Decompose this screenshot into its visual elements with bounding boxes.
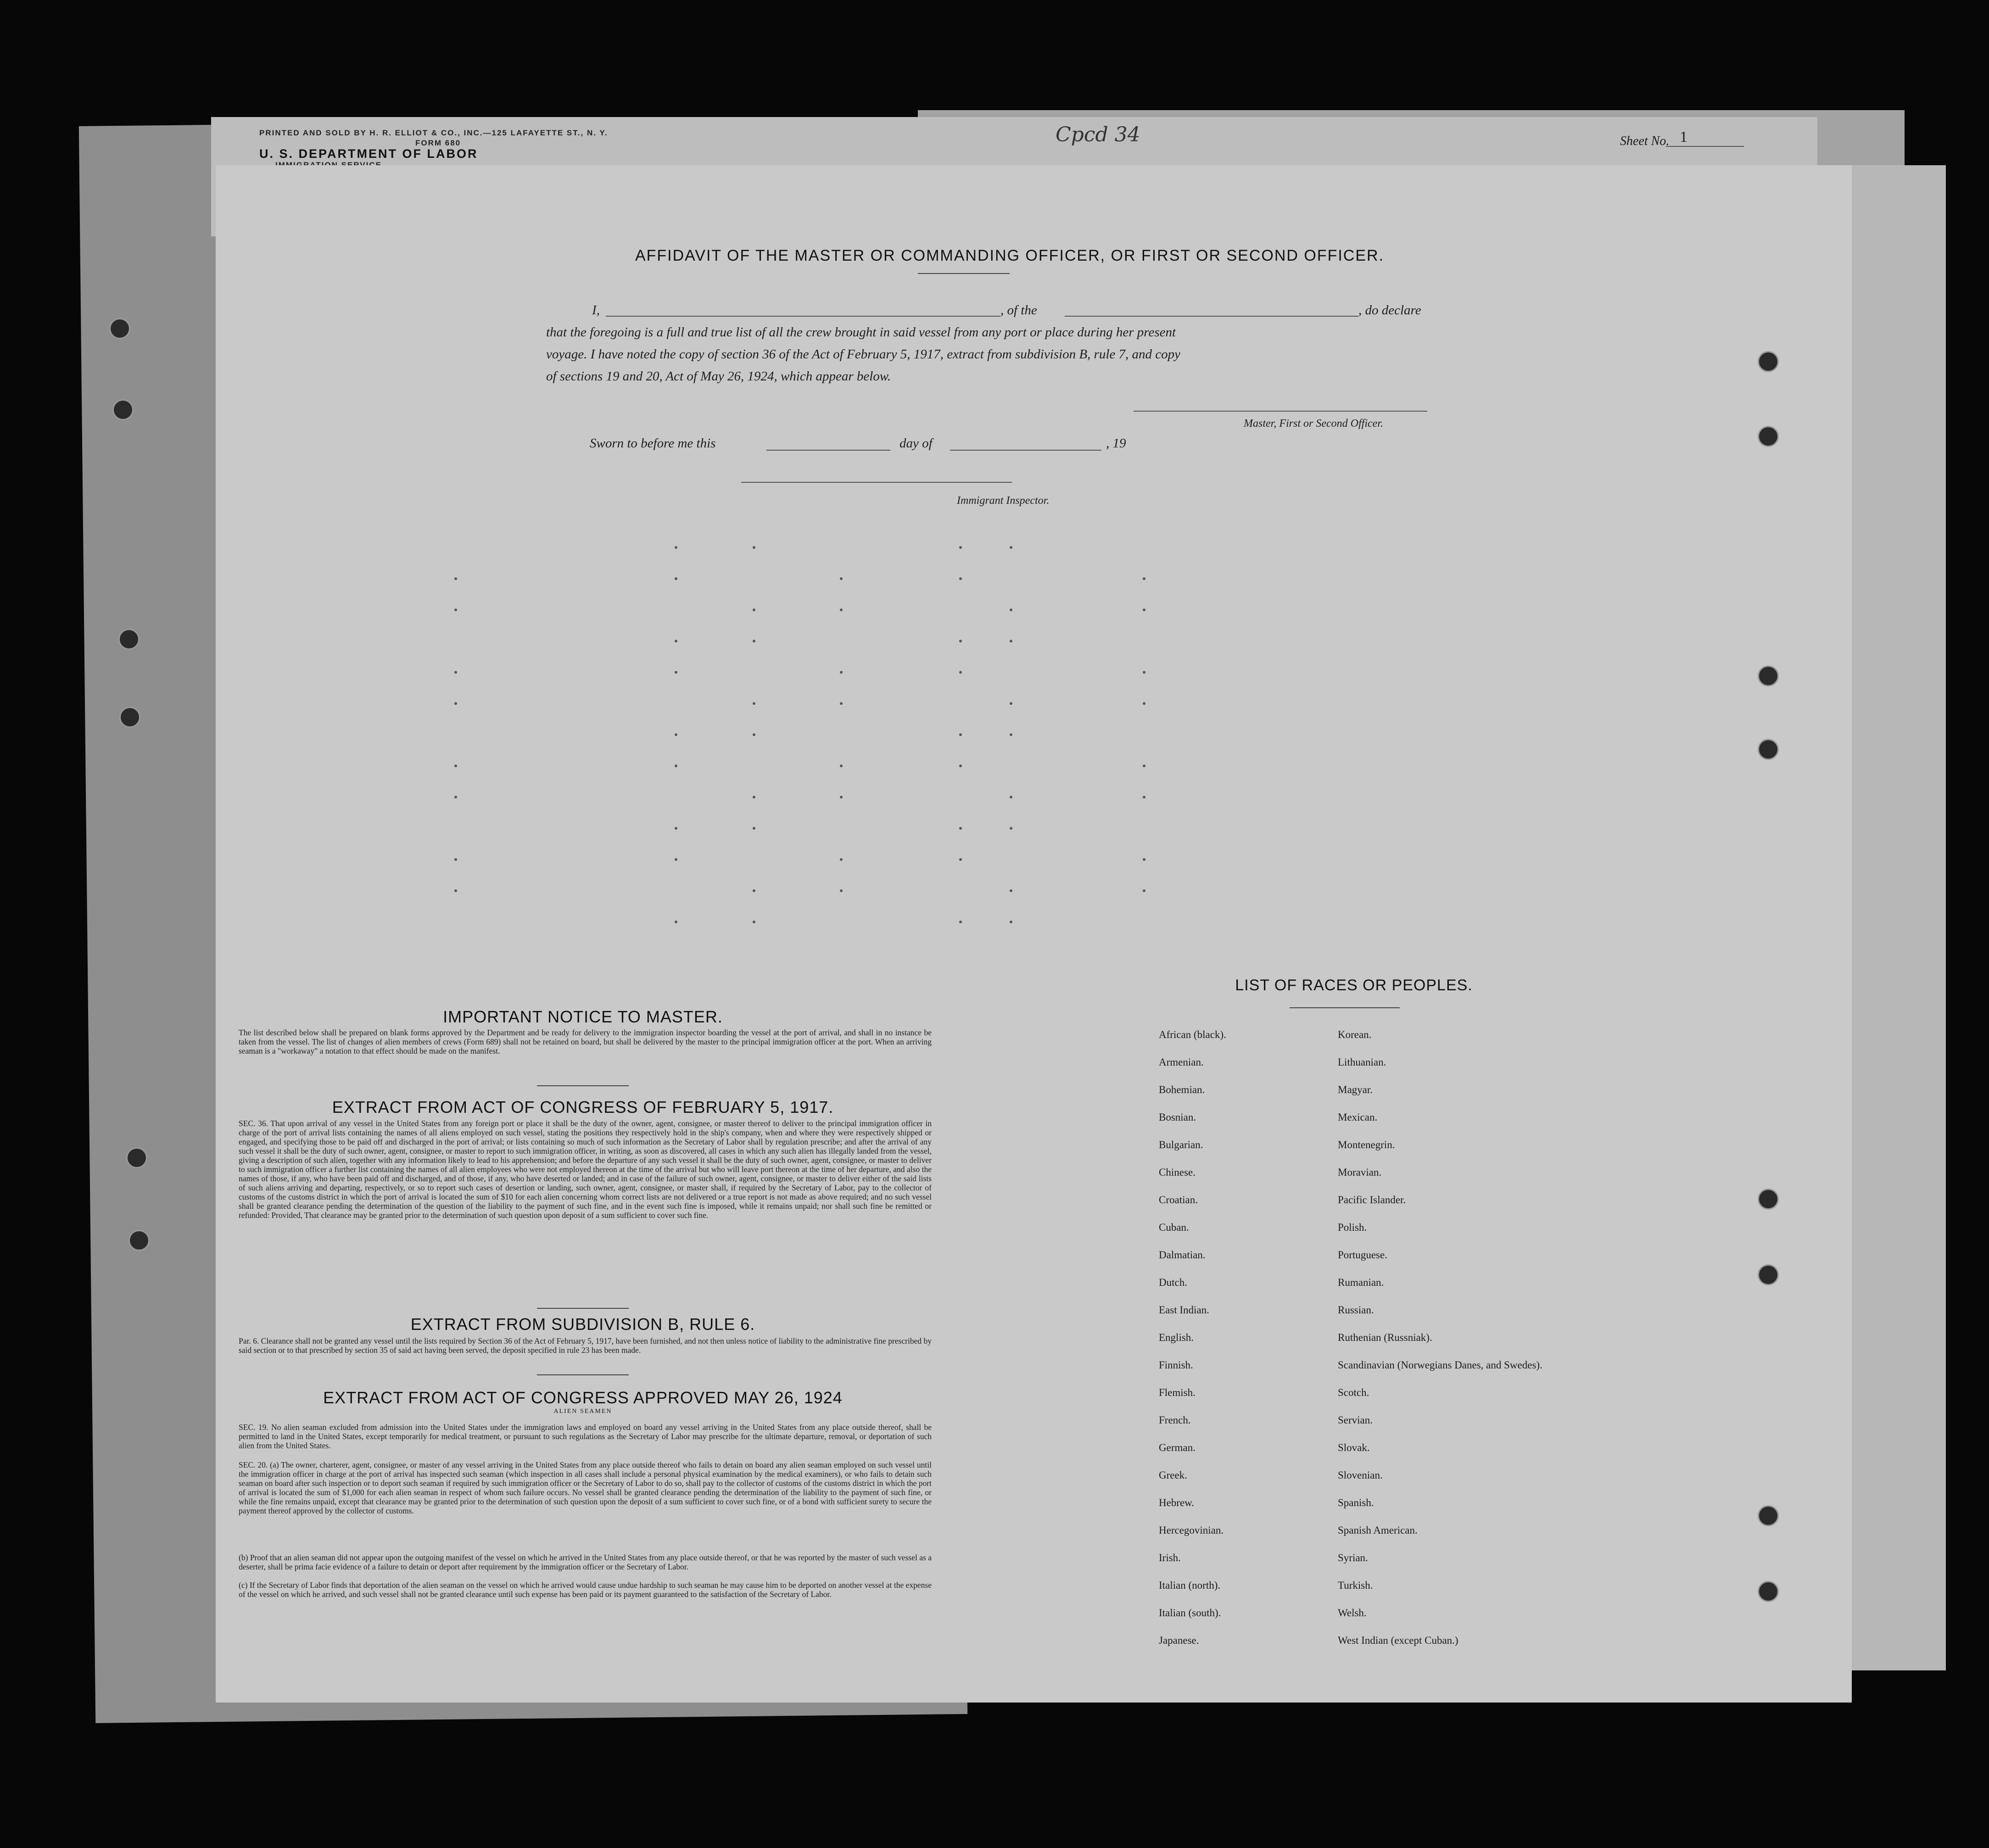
race-item: Dalmatian.	[1159, 1249, 1206, 1261]
bleed-dot	[1143, 609, 1145, 611]
printer-line: PRINTED AND SOLD BY H. R. ELLIOT & CO., INC.—125 LAFAYETTE ST., N. Y.	[259, 128, 608, 137]
sheet-number-label: Sheet No.	[1620, 134, 1670, 148]
punch-hole	[119, 707, 140, 728]
bleed-dot	[1010, 702, 1012, 705]
race-item: Scotch.	[1338, 1387, 1369, 1398]
inspector-signature-field[interactable]	[741, 482, 1012, 483]
bleed-dot	[675, 733, 677, 736]
name-field[interactable]	[606, 316, 1000, 317]
day-of-text: day of	[900, 436, 933, 451]
race-item: Armenian.	[1159, 1056, 1204, 1068]
department-title: U. S. DEPARTMENT OF LABOR	[259, 147, 478, 161]
inspector-label: Immigrant Inspector.	[957, 495, 1050, 507]
bleed-dot	[753, 733, 755, 736]
punch-hole	[1758, 351, 1779, 372]
affidavit-declare: , do declare	[1358, 303, 1421, 318]
bleed-dot	[753, 702, 755, 705]
race-item: Polish.	[1338, 1222, 1367, 1233]
bleed-dot	[753, 827, 755, 830]
bleed-dot	[753, 640, 755, 642]
bleed-dot	[454, 889, 457, 892]
extract-1924-sec20a: SEC. 20. (a) The owner, charterer, agent, consignee, or master of any vessel arriving in the United States from any place outside thereof who fails to detain on board any alien seaman employed on such vessel until the immigration officer in charge at the port of arrival has inspected such seaman (which inspection in all cases shall include a personal physical examination by the medical examiners), or who fails to detain such seaman on board after such inspection or to deport such seaman if required by such immigration officer or the Secretary of Labor to do so, shall pay to the collector of customs of the customs district in which the port of arrival is located the sum of $1,000 for each alien seaman in respect of whom such failure occurs. No vessel shall be granted clearance pending the determination of the liability to the payment of such fine, or while the fine remains unpaid, except that clearance may be granted prior to the determination of such question upon the deposit of a sum sufficient to cover such fine, or of a bond with sufficient surety to secure the payment thereof approved by the collector of customs.	[239, 1460, 932, 1515]
punch-hole	[126, 1147, 147, 1168]
sworn-day-field[interactable]	[766, 450, 890, 451]
punch-hole	[1758, 665, 1779, 687]
sworn-text: Sworn to before me this	[590, 436, 716, 451]
punch-hole	[1758, 1581, 1779, 1602]
punch-hole	[1758, 1189, 1779, 1210]
extract-1917-title: EXTRACT FROM ACT OF CONGRESS OF FEBRUARY 5, 1917.	[332, 1098, 834, 1117]
race-item: Turkish.	[1338, 1580, 1373, 1591]
bleed-dot	[840, 858, 843, 861]
bleed-dot	[454, 765, 457, 767]
race-item: Chinese.	[1159, 1167, 1196, 1178]
bleed-dot	[675, 640, 677, 642]
extract-1924-subtitle: ALIEN SEAMEN	[553, 1408, 612, 1415]
bleed-dot	[1010, 609, 1012, 611]
race-item: Bulgarian.	[1159, 1139, 1203, 1150]
bleed-dot	[454, 609, 457, 611]
race-item: Scandinavian (Norwegians Danes, and Swedes).	[1338, 1359, 1542, 1371]
extract-1924-sec19: SEC. 19. No alien seaman excluded from admission into the United States under the immigration laws and employed on board any vessel arriving in the United States from any place outside thereof, shall be permitted to land in the United States, except temporarily for medical treatment, or pursuant to such regulations as the Secretary of Labor may prescribe for the ultimate departure, removal, or deportation of such alien from the United States.	[239, 1423, 932, 1450]
extract-1924-sec20c: (c) If the Secretary of Labor finds that deportation of the alien seaman on the vessel on which he arrived would cause undue hardship to such seaman he may cause him to be deported on another vessel at the expense of the vessel on which he arrived, and such vessel shall not be granted clearance until such expense has been paid or its payment guaranteed to the satisfaction of the Secretary of Labor.	[239, 1580, 932, 1599]
races-list	[1159, 1021, 1542, 1654]
bleed-dot	[1010, 733, 1012, 736]
race-item: Magyar.	[1338, 1084, 1373, 1095]
bleed-dot	[840, 765, 843, 767]
race-item: Hercegovinian.	[1159, 1524, 1224, 1536]
race-item: Bohemian.	[1159, 1084, 1205, 1095]
bleed-dot	[753, 796, 755, 798]
form-number: FORM 680	[415, 139, 461, 147]
extract-1917-rule	[537, 1308, 629, 1309]
punch-hole	[1758, 1264, 1779, 1285]
bleed-dot	[675, 827, 677, 830]
bleed-dot	[959, 921, 962, 923]
bleed-dot	[454, 671, 457, 674]
race-item: Cuban.	[1159, 1222, 1189, 1233]
bleed-dot	[454, 702, 457, 705]
bleed-dot	[753, 889, 755, 892]
race-item: Russian.	[1338, 1304, 1374, 1316]
race-item: Korean.	[1338, 1029, 1372, 1040]
bleed-dot	[753, 546, 755, 549]
race-item: Ruthenian (Russniak).	[1338, 1332, 1432, 1343]
bleed-dot	[959, 858, 962, 861]
bleed-dot	[454, 796, 457, 798]
bleed-dot	[1143, 577, 1145, 580]
bleed-dot	[959, 827, 962, 830]
extract-1924-title: EXTRACT FROM ACT OF CONGRESS APPROVED MAY 26, 1924	[323, 1388, 843, 1407]
affidavit-i: I,	[592, 303, 600, 318]
sheet-number: 1	[1680, 128, 1687, 145]
race-item: Finnish.	[1159, 1359, 1193, 1371]
bleed-dot	[753, 609, 755, 611]
bleed-dot	[1143, 889, 1145, 892]
bleed-dot	[840, 702, 843, 705]
race-item: Croatian.	[1159, 1194, 1198, 1206]
bleed-dot	[840, 577, 843, 580]
race-item: Portuguese.	[1338, 1249, 1387, 1261]
bleed-dot	[840, 671, 843, 674]
race-item: West Indian (except Cuban.)	[1338, 1635, 1458, 1646]
race-item: Dutch.	[1159, 1277, 1187, 1288]
bleed-dot	[959, 640, 962, 642]
bleed-dot	[454, 858, 457, 861]
bleed-dot	[1010, 827, 1012, 830]
race-item: Spanish American.	[1338, 1524, 1418, 1536]
bleed-dot	[454, 577, 457, 580]
race-item: Moravian.	[1338, 1167, 1382, 1178]
extract-1917-text: SEC. 36. That upon arrival of any vessel in the United States from any foreign port or place it shall be the duty of the owner, agent, consignee, or master thereof to deliver to the principal immigration officer in charge of the port of arrival lists containing the names of all aliens employed on such vessel, stating the positions they respectively hold in the ship's company, when and where they were respectively shipped or engaged, and specifying those to be paid off and discharged in the port of arrival; or lists containing so much of such information as the Secretary of Labor shall by regulation prescribe; and after the arrival of any such vessel it shall be the duty of such owner, agent, consignee, or master to report to such immigration officer, in writing, as soon as discovered, all cases in which any such alien has illegally landed from the vessel, giving a description of such alien, together with any information likely to lead to his apprehension; and before the departure of any such vessel it shall be the duty of such owner, agent, consignee, or master to deliver to such immigration officer a further list containing the names of all alien employees who were not employed thereon at the time of the arrival but who will leave port thereon at the time of her departure, and also the names of those, if any, who have been paid off and discharged, and of those, if any, who have deserted or landed; and in case of the failure of such owner, agent, consignee, or master to deliver either of the said lists of such aliens arriving and departing, respectively, or so to report such cases of desertion or landing, such owner, agent, consignee, or master shall, if required by the Secretary of Labor, pay to the collector of customs of the customs district in which the port of arrival is located the sum of $10 for each alien concerning whom correct lists are not delivered or a true report is not made as above required; and no such vessel shall be granted clearance pending the determination of the question of the liability to the payment of such fine, and in the event such fine is imposed, while it remains unpaid; nor shall such fine be remitted or refunded: Provided, That clearance may be granted prior to the determination of such question upon deposit of a sum sufficient to cover such fine.	[239, 1119, 932, 1220]
race-item: Welsh.	[1338, 1607, 1367, 1619]
race-item: Greek.	[1159, 1469, 1187, 1481]
race-item: Italian (south).	[1159, 1607, 1221, 1619]
race-item: Hebrew.	[1159, 1497, 1195, 1508]
race-item: Slovenian.	[1338, 1469, 1383, 1481]
bleed-dot	[1143, 702, 1145, 705]
race-item: Montenegrin.	[1338, 1139, 1395, 1150]
bleed-dot	[675, 546, 677, 549]
bleed-dot	[675, 765, 677, 767]
punch-hole	[1758, 1505, 1779, 1526]
signature-label: Master, First or Second Officer.	[1244, 418, 1383, 430]
bleed-dot	[1143, 796, 1145, 798]
year-text: , 19	[1106, 436, 1126, 451]
affidavit-line3: voyage. I have noted the copy of section 36 of the Act of February 5, 1917, extract from subdivision B, rule 7, and copy	[546, 347, 1181, 362]
bleed-dot	[1010, 796, 1012, 798]
affidavit-line4: of sections 19 and 20, Act of May 26, 1924, which appear below.	[546, 369, 891, 384]
race-item: Spanish.	[1338, 1497, 1374, 1508]
rule6-rule	[537, 1374, 629, 1375]
punch-hole	[1758, 739, 1779, 760]
vessel-field[interactable]	[1065, 316, 1358, 317]
race-item: Servian.	[1338, 1414, 1373, 1426]
race-item: Rumanian.	[1338, 1277, 1384, 1288]
race-item: Mexican.	[1338, 1111, 1378, 1123]
bleed-dot	[675, 921, 677, 923]
bleed-dot	[753, 921, 755, 923]
bleed-dot	[959, 546, 962, 549]
race-item: African (black).	[1159, 1029, 1226, 1040]
bleed-dot	[959, 733, 962, 736]
race-item: Syrian.	[1338, 1552, 1368, 1563]
punch-hole	[109, 318, 130, 339]
affidavit-title: AFFIDAVIT OF THE MASTER OR COMMANDING OFFICER, OR FIRST OR SECOND OFFICER.	[635, 247, 1385, 264]
punch-hole	[1758, 426, 1779, 447]
races-title: LIST OF RACES OR PEOPLES.	[1235, 977, 1473, 994]
race-item: Japanese.	[1159, 1635, 1199, 1646]
race-item: Flemish.	[1159, 1387, 1196, 1398]
bleed-dot	[840, 609, 843, 611]
race-item: Lithuanian.	[1338, 1056, 1386, 1068]
race-item: English.	[1159, 1332, 1194, 1343]
rule6-title: EXTRACT FROM SUBDIVISION B, RULE 6.	[410, 1315, 755, 1334]
notice-rule	[537, 1085, 629, 1086]
bleed-dot	[1143, 858, 1145, 861]
rule6-text: Par. 6. Clearance shall not be granted any vessel until the lists required by Section 36 of the Act of February 5, 1917, have been furnished, and not then unless notice of liability to the administrative fine prescribed by said section or to that prescribed by section 35 of said act having been served, the deposit specified in rule 23 has been made.	[239, 1336, 932, 1355]
affidavit-of-the: , of the	[1000, 303, 1037, 318]
bleed-dot	[1010, 889, 1012, 892]
punch-hole	[112, 399, 134, 420]
bleed-dot	[675, 858, 677, 861]
sworn-month-field[interactable]	[950, 450, 1101, 451]
race-item: Bosnian.	[1159, 1111, 1196, 1123]
bleed-dot	[1010, 640, 1012, 642]
notice-title: IMPORTANT NOTICE TO MASTER.	[443, 1007, 723, 1026]
bleed-dot	[1143, 671, 1145, 674]
race-item: German.	[1159, 1442, 1196, 1453]
bleed-dot	[959, 765, 962, 767]
notice-text: The list described below shall be prepared on blank forms approved by the Department and be ready for delivery to the immigration inspector boarding the vessel at the port of arrival, and shall in no instance be taken from the vessel. The list of changes of alien members of crews (Form 689) shall not be retained on board, but shall be delivered by the master to the principal immigration officer at the port. When an arriving seaman is a "workaway" a notation to that effect should be made on the manifest.	[239, 1028, 932, 1055]
bleed-dot	[959, 577, 962, 580]
race-item: Irish.	[1159, 1552, 1181, 1563]
bleed-dot	[840, 889, 843, 892]
handwritten-note: Cpcd 34	[1056, 123, 1140, 146]
extract-1924-sec20b: (b) Proof that an alien seaman did not appear upon the outgoing manifest of the vessel on which he arrived in the United States from any place outside thereof, or that he was reported by the master of such vessel as a deserter, shall be prima facie evidence of a failure to detain or deport after requirement by the immigration officer or the Secretary of Labor.	[239, 1553, 932, 1571]
bleed-dot	[1010, 546, 1012, 549]
race-item: East Indian.	[1159, 1304, 1209, 1316]
title-rule	[918, 273, 1010, 274]
bleed-dot	[1010, 921, 1012, 923]
race-item: Italian (north).	[1159, 1580, 1221, 1591]
punch-hole	[129, 1230, 150, 1251]
affidavit-line2: that the foregoing is a full and true list of all the crew brought in said vessel from any port or place during her present	[546, 325, 1176, 340]
bleed-dot	[840, 796, 843, 798]
race-item: Slovak.	[1338, 1442, 1370, 1453]
race-item: Pacific Islander.	[1338, 1194, 1406, 1206]
bleed-dot	[1143, 765, 1145, 767]
bleed-dot	[675, 577, 677, 580]
punch-hole	[118, 629, 140, 650]
bleed-dot	[959, 671, 962, 674]
races-rule	[1290, 1007, 1400, 1008]
signature-field[interactable]	[1134, 411, 1427, 412]
bleed-dot	[675, 671, 677, 674]
sheet-number-line	[1666, 146, 1744, 147]
race-item: French.	[1159, 1414, 1191, 1426]
